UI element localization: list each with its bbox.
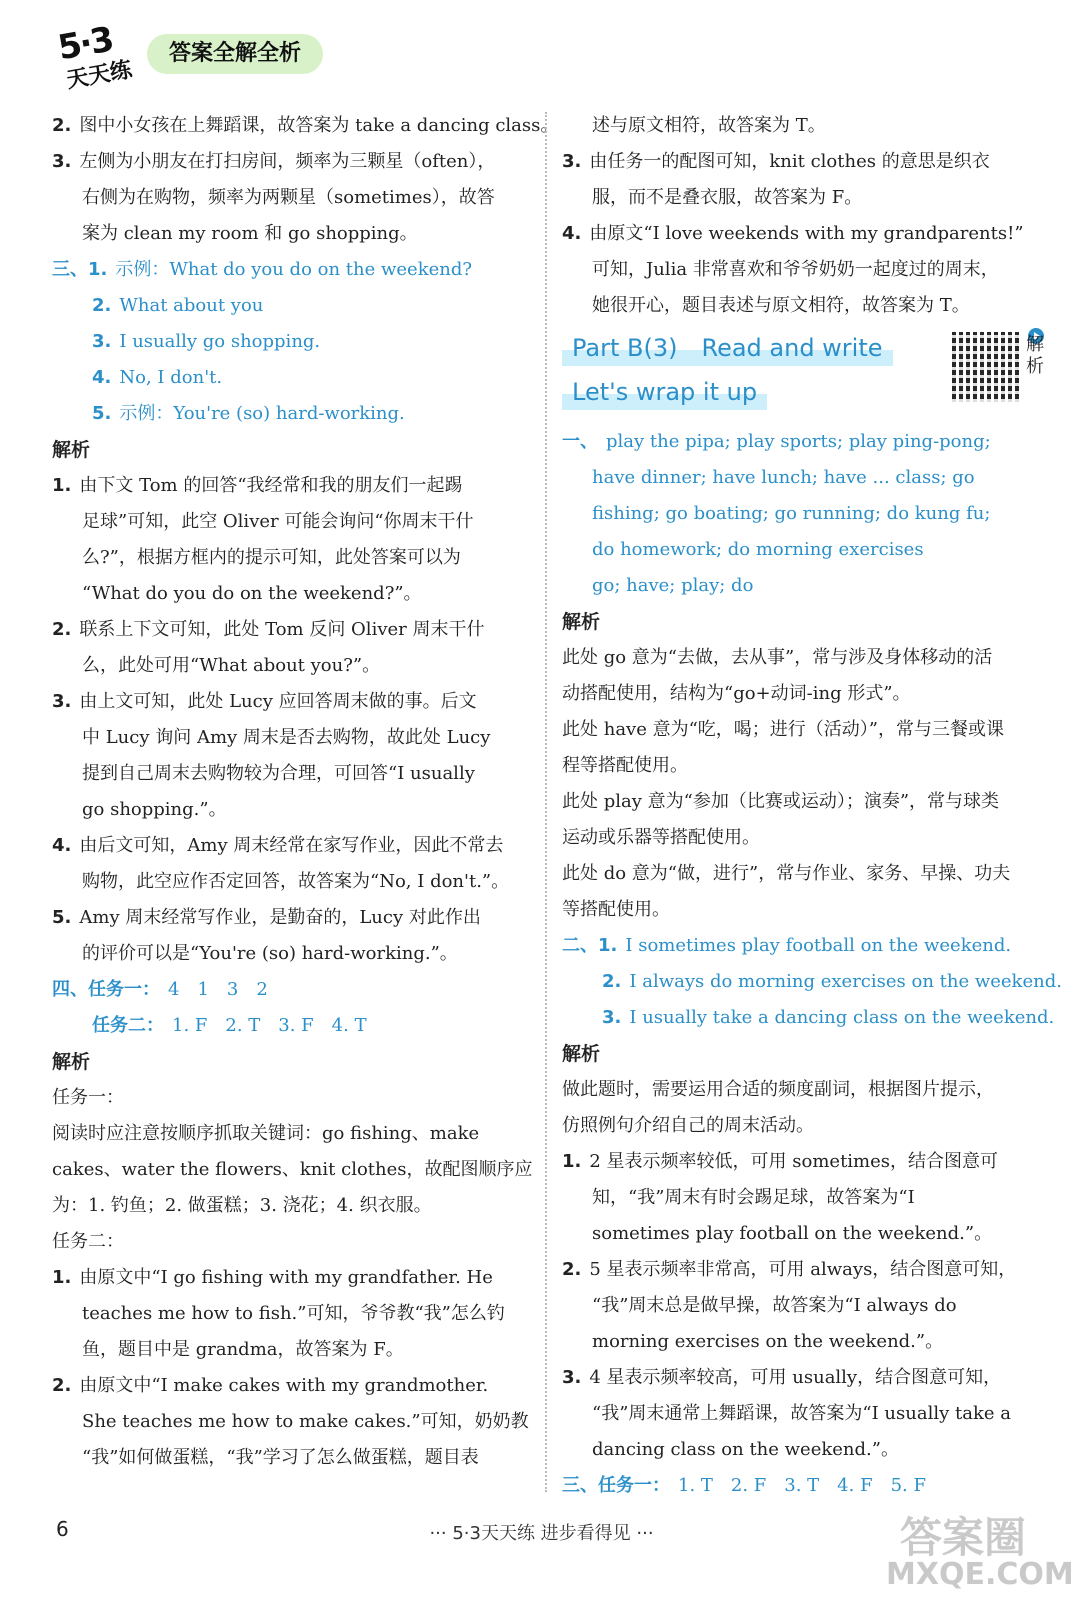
line-text: dancing class on the weekend.”。 xyxy=(592,1439,899,1460)
text-line xyxy=(52,1008,530,1044)
line-text: 任务一： xyxy=(52,1087,124,1108)
text-line xyxy=(52,1080,530,1116)
text-line xyxy=(52,1188,530,1224)
line-text: 2 星表示频率较低，可用 sometimes，结合图意可 xyxy=(589,1151,999,1172)
text-line xyxy=(52,1152,533,1188)
line-text: 动搭配使用，结构为“go+动词-ing 形式”。 xyxy=(562,683,911,704)
text-line xyxy=(52,612,530,648)
watermark-text: 答案圈 xyxy=(900,1513,1027,1562)
line-text: 解析 xyxy=(562,611,601,633)
text-line xyxy=(52,720,530,756)
item-number: 5. xyxy=(52,907,72,928)
qr-code-icon[interactable] xyxy=(952,332,1022,402)
line-text: I sometimes play football on the weekend. xyxy=(625,935,1012,956)
text-line xyxy=(562,496,1040,532)
text-line xyxy=(562,1360,1040,1396)
line-text: 中 Lucy 询问 Amy 周末是否去购物，故此处 Lucy xyxy=(82,727,491,748)
text-line xyxy=(562,1432,1040,1468)
item-number: 一、 xyxy=(562,431,598,452)
line-text: I usually go shopping. xyxy=(119,331,321,352)
text-line xyxy=(562,892,1040,928)
text-line xyxy=(562,964,1062,1000)
section-heading xyxy=(562,1036,1040,1072)
line-text: go; have; play; do xyxy=(592,575,754,596)
text-line xyxy=(52,216,530,252)
line-text: 4 星表示频率较高，可用 usually，结合图意可知， xyxy=(589,1367,1002,1388)
text-line xyxy=(52,684,530,720)
text-line xyxy=(562,288,1040,324)
right-column-bottom xyxy=(562,424,1062,1504)
text-line xyxy=(562,424,1040,460)
item-number: 4. xyxy=(562,223,582,244)
line-text: 此处 play 意为“参加（比赛或运动）；演奏”，常与球类 xyxy=(562,791,1000,812)
line-text: What about you xyxy=(119,295,264,316)
line-text: 由原文中“I make cakes with my grandmother. xyxy=(79,1375,489,1396)
item-number: 2. xyxy=(602,971,622,992)
text-line xyxy=(562,180,1040,216)
text-line xyxy=(52,756,530,792)
item-number: 1. xyxy=(562,1151,582,1172)
logo-bottom-text: 天天练 xyxy=(64,57,135,94)
text-line xyxy=(52,864,530,900)
text-line xyxy=(52,792,530,828)
qr-label: 解析 xyxy=(1026,334,1044,377)
text-line xyxy=(562,856,1040,892)
line-text: 提到自己周末去购物较为合理，可回答“I usually xyxy=(82,763,475,784)
item-number: 1. xyxy=(52,475,72,496)
text-line xyxy=(52,1368,530,1404)
footer-slogan: ··· 5·3天天练 进步看得见 ··· xyxy=(429,1523,654,1544)
line-text: 么?”，根据方框内的提示可知，此处答案可以为 xyxy=(82,547,461,568)
section-heading xyxy=(52,1044,530,1080)
column-divider xyxy=(545,112,547,1492)
text-line xyxy=(562,1108,1040,1144)
watermark-logo xyxy=(880,1505,1074,1595)
line-text: go shopping.”。 xyxy=(82,799,227,820)
line-text: 么，此处可用“What about you?”。 xyxy=(82,655,381,676)
item-number: 1. xyxy=(52,1267,72,1288)
item-number: 3. xyxy=(52,151,72,172)
line-text: 此处 have 意为“吃，喝；进行（活动）”，常与三餐或课 xyxy=(562,719,1004,740)
right-column xyxy=(562,108,1062,1504)
text-line xyxy=(562,1072,1040,1108)
line-text: 等搭配使用。 xyxy=(562,899,670,920)
item-number: 2. xyxy=(52,1375,72,1396)
item-number: 3. xyxy=(92,331,112,352)
line-text: do homework; do morning exercises xyxy=(592,539,924,560)
text-line xyxy=(562,820,1040,856)
line-text: 由任务一的配图可知，knit clothes 的意思是织衣 xyxy=(589,151,990,172)
line-text: 示例：You're (so) hard-working. xyxy=(119,403,405,424)
item-number: 3. xyxy=(602,1007,622,1028)
text-line xyxy=(52,936,530,972)
item-number: 2. xyxy=(92,295,112,316)
text-line xyxy=(52,180,530,216)
line-text: 右侧为在购物，频率为两颗星（sometimes），故答 xyxy=(82,187,495,208)
line-text: 4 1 3 2 xyxy=(168,979,268,1000)
line-text: 可知，Julia 非常喜欢和爷爷奶奶一起度过的周末， xyxy=(592,259,999,280)
line-text: 解析 xyxy=(52,439,91,461)
text-line xyxy=(52,828,530,864)
text-line xyxy=(52,1260,530,1296)
logo-top-text: 5·3 xyxy=(54,19,116,69)
section-heading xyxy=(52,432,530,468)
text-line xyxy=(562,108,1040,144)
section-heading xyxy=(562,604,1040,640)
line-text: 的评价可以是“You're (so) hard-working.”。 xyxy=(82,943,458,964)
text-line xyxy=(562,1000,1055,1036)
header-banner: 答案全解全析 xyxy=(147,34,323,74)
line-text: cakes、water the flowers、knit clothes，故配图顺序应 xyxy=(52,1159,533,1180)
page-header xyxy=(42,19,372,94)
text-line xyxy=(562,676,1040,712)
part-heading xyxy=(562,330,1044,420)
line-text: 由原文“I love weekends with my grandparents!” xyxy=(589,223,1024,244)
line-text: 阅读时应注意按顺序抓取关键词：go fishing、make xyxy=(52,1123,480,1144)
text-line xyxy=(562,252,1040,288)
text-line xyxy=(562,1180,1040,1216)
line-text: Amy 周末经常写作业，是勤奋的，Lucy 对此作出 xyxy=(79,907,481,928)
line-text: 由上文可知，此处 Lucy 应回答周末做的事。后文 xyxy=(79,691,477,712)
item-number: 四、任务一： xyxy=(52,979,160,1000)
part-title: Part B(3) Read and write xyxy=(562,330,893,366)
text-line xyxy=(562,1396,1040,1432)
text-line xyxy=(562,1144,1040,1180)
item-number: 4. xyxy=(92,367,112,388)
line-text: 足球”可知，此空 Oliver 可能会询问“你周末干什 xyxy=(82,511,474,532)
line-text: I always do morning exercises on the weekend. xyxy=(629,971,1062,992)
line-text: 鱼，题目中是 grandma，故答案为 F。 xyxy=(82,1339,404,1360)
line-text: 为：1. 钓鱼；2. 做蛋糕；3. 浇花；4. 织衣服。 xyxy=(52,1195,432,1216)
line-text: teaches me how to fish.”可知，爷爷教“我”怎么钓 xyxy=(82,1303,505,1324)
text-line xyxy=(52,252,530,288)
left-column xyxy=(52,108,559,1476)
text-line xyxy=(562,144,1040,180)
text-line xyxy=(562,1468,1040,1504)
line-text: “我”如何做蛋糕，“我”学习了怎么做蛋糕，题目表 xyxy=(82,1447,479,1468)
line-text: 1. F 2. T 3. F 4. T xyxy=(172,1015,367,1036)
line-text: 程等搭配使用。 xyxy=(562,755,688,776)
line-text: play the pipa; play sports; play ping-pong; xyxy=(606,431,991,452)
text-line xyxy=(562,712,1040,748)
text-line xyxy=(52,360,530,396)
line-text: “我”周末总是做早操，故答案为“I always do xyxy=(592,1295,957,1316)
line-text: 由下文 Tom 的回答“我经常和我的朋友们一起踢 xyxy=(79,475,463,496)
line-text: 由后文可知，Amy 周末经常在家写作业，因此不常去 xyxy=(79,835,504,856)
item-number: 3. xyxy=(562,1367,582,1388)
text-line xyxy=(562,1216,1040,1252)
line-text: 解析 xyxy=(52,1051,91,1073)
line-text: fishing; go boating; go running; do kung fu; xyxy=(592,503,991,524)
line-text: 此处 do 意为“做，进行”，常与作业、家务、早操、功夫 xyxy=(562,863,1011,884)
text-line xyxy=(562,1252,1040,1288)
text-line xyxy=(562,928,1040,964)
text-line xyxy=(562,784,1040,820)
line-text: 左侧为小朋友在打扫房间，频率为三颗星（often）， xyxy=(79,151,496,172)
watermark-url: MXQE.COM xyxy=(886,1557,1074,1592)
text-line xyxy=(52,900,530,936)
line-text: 任务二： xyxy=(52,1231,124,1252)
text-line xyxy=(52,576,530,612)
text-line xyxy=(52,1404,530,1440)
item-number: 5. xyxy=(92,403,112,424)
line-text: 运动或乐器等搭配使用。 xyxy=(562,827,760,848)
item-number: 任务二： xyxy=(92,1015,164,1036)
text-line xyxy=(562,532,1040,568)
line-text: “What do you do on the weekend?”。 xyxy=(82,583,422,604)
text-line xyxy=(562,568,1040,604)
line-text: 案为 clean my room 和 go shopping。 xyxy=(82,223,418,244)
text-line xyxy=(562,1324,1040,1360)
line-text: morning exercises on the weekend.”。 xyxy=(592,1331,944,1352)
item-number: 4. xyxy=(52,835,72,856)
item-number: 三、任务一： xyxy=(562,1475,670,1496)
item-number: 3. xyxy=(52,691,72,712)
line-text: 解析 xyxy=(562,1043,601,1065)
line-text: 服，而不是叠衣服，故答案为 F。 xyxy=(592,187,863,208)
page-number: 6 xyxy=(56,1517,69,1541)
item-number: 2. xyxy=(562,1259,582,1280)
text-line xyxy=(52,1116,530,1152)
item-number: 2. xyxy=(52,619,72,640)
text-line xyxy=(52,1224,530,1260)
text-line xyxy=(562,1288,1040,1324)
text-line xyxy=(52,396,530,432)
line-text: 知，“我”周末有时会踢足球，故答案为“I xyxy=(592,1187,915,1208)
text-line xyxy=(562,748,1040,784)
text-line xyxy=(52,324,530,360)
item-number: 3. xyxy=(562,151,582,172)
line-text: 做此题时，需要运用合适的频度副词，根据图片提示， xyxy=(562,1079,994,1100)
text-line xyxy=(562,216,1040,252)
line-text: 仿照例句介绍自己的周末活动。 xyxy=(562,1115,814,1136)
line-text: 由原文中“I go fishing with my grandfather. He xyxy=(79,1267,493,1288)
line-text: She teaches me how to make cakes.”可知，奶奶教 xyxy=(82,1411,529,1432)
text-line xyxy=(562,640,1040,676)
text-line xyxy=(52,288,530,324)
text-line xyxy=(52,504,530,540)
text-line xyxy=(52,1332,530,1368)
item-number: 2. xyxy=(52,115,72,136)
line-text: 此处 go 意为“去做，去从事”，常与涉及身体移动的活 xyxy=(562,647,993,668)
line-text: have dinner; have lunch; have ... class; go xyxy=(592,467,975,488)
line-text: sometimes play football on the weekend.”。 xyxy=(592,1223,993,1244)
line-text: 她很开心，题目表述与原文相符，故答案为 T。 xyxy=(592,295,970,316)
text-line xyxy=(52,540,530,576)
line-text: 5 星表示频率非常高，可用 always，结合图意可知， xyxy=(589,1259,1017,1280)
text-line xyxy=(52,108,559,144)
item-number: 二、1. xyxy=(562,935,618,956)
line-text: 示例：What do you do on the weekend? xyxy=(115,259,473,280)
text-line xyxy=(52,1440,530,1476)
text-line xyxy=(562,460,1040,496)
part-subtitle: Let's wrap it up xyxy=(562,374,767,410)
line-text: 联系上下文可知，此处 Tom 反问 Oliver 周末干什 xyxy=(79,619,485,640)
line-text: I usually take a dancing class on the weekend. xyxy=(629,1007,1055,1028)
text-line xyxy=(52,972,530,1008)
line-text: 购物，此空应作否定回答，故答案为“No, I don't.”。 xyxy=(82,871,510,892)
text-line xyxy=(52,648,530,684)
line-text: 述与原文相符，故答案为 T。 xyxy=(592,115,826,136)
text-line xyxy=(52,144,530,180)
text-line xyxy=(52,468,530,504)
text-line xyxy=(52,1296,530,1332)
line-text: No, I don't. xyxy=(119,367,223,388)
item-number: 三、1. xyxy=(52,259,108,280)
line-text: “我”周末通常上舞蹈课，故答案为“I usually take a xyxy=(592,1403,1011,1424)
line-text: 1. T 2. F 3. T 4. F 5. F xyxy=(678,1475,926,1496)
line-text: 图中小女孩在上舞蹈课，故答案为 take a dancing class。 xyxy=(79,115,559,136)
right-column-top xyxy=(562,108,1040,324)
